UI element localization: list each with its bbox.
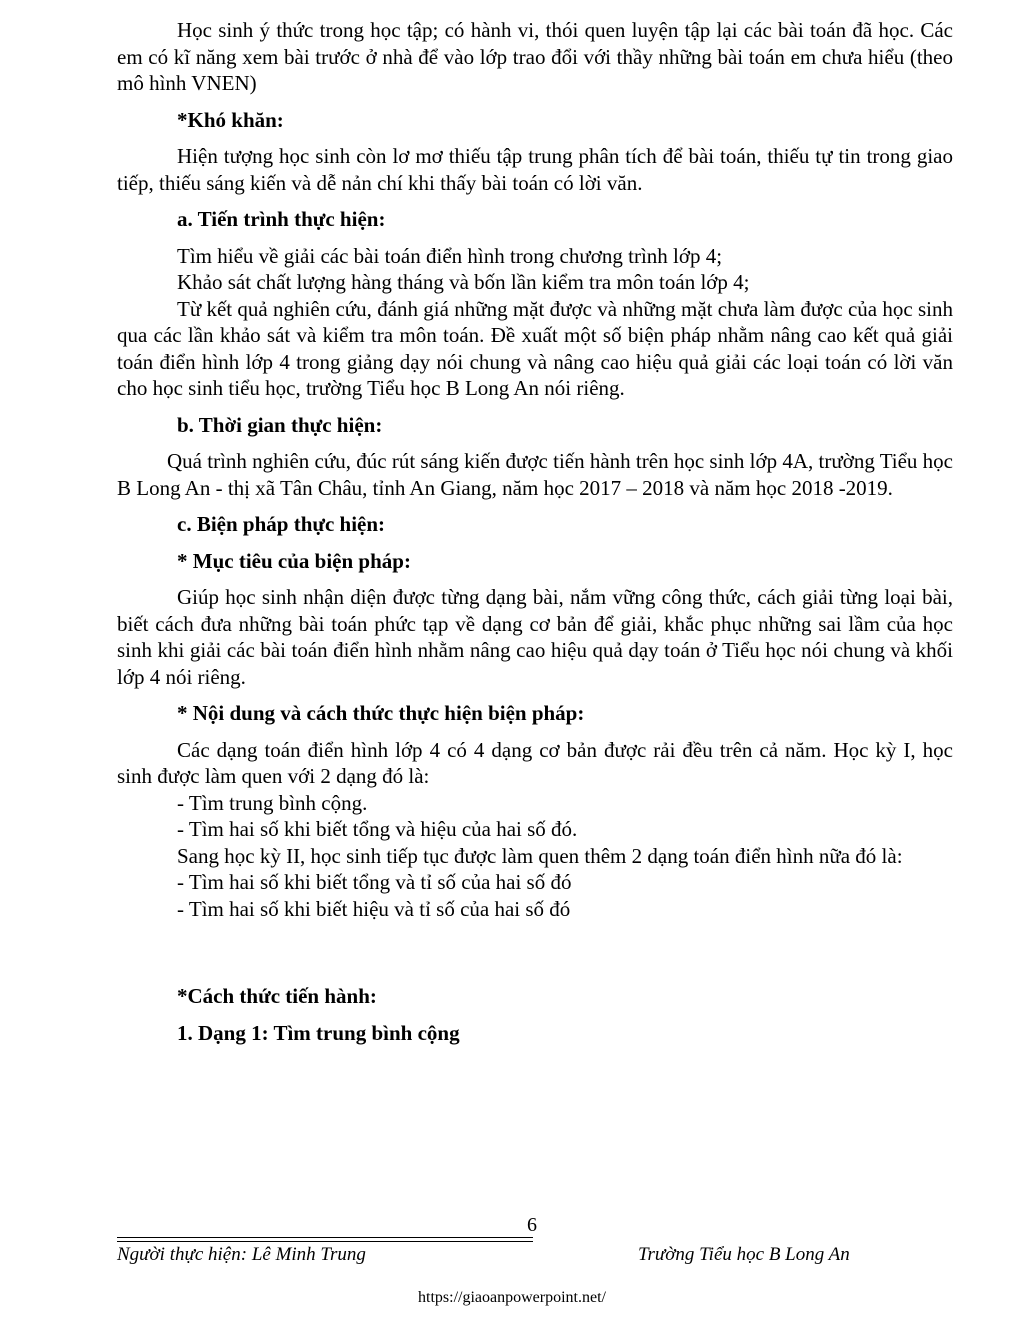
paragraph-kho-khan: Hiện tượng học sinh còn lơ mơ thiếu tập trung phân tích để bài toán, thiếu tự tin trong giao tiếp, thiếu sáng kiến và dễ nản chí khi thấy bài toán có lời văn. [117,144,953,195]
tien-trinh-line-1: Tìm hiểu về giải các bài toán điển hình trong chương trình lớp 4; [177,243,723,268]
heading-thoi-gian: b. Thời gian thực hiện: [177,412,383,437]
footer-author: Người thực hiện: Lê Minh Trung [117,1244,366,1265]
list-item-trung-binh-cong: - Tìm trung bình cộng. [177,790,368,815]
footer-school: Trường Tiểu học B Long An [638,1244,850,1265]
heading-muc-tieu: * Mục tiêu của biện pháp: [177,548,411,573]
list-item-tong-ti-so: - Tìm hai số khi biết tổng và tỉ số của hai số đó [177,870,572,894]
document-body [117,0,953,1046]
source-url[interactable]: https://giaoanpowerpoint.net/ [418,1289,606,1306]
list-item-hieu-ti-so: - Tìm hai số khi biết hiệu và tỉ số của hai số đó [177,896,571,921]
footer-divider-secondary [117,1241,533,1242]
list-item-tong-hieu: - Tìm hai số khi biết tổng và hiệu của hai số đó. [177,817,578,841]
paragraph-thoi-gian: Quá trình nghiên cứu, đúc rút sáng kiến được tiến hành trên học sinh lớp 4A, trường Tiểu học B Long An - thị xã Tân Châu, tỉnh An Giang, năm học 2017 – 2018 và năm học 2018 -2019. [117,449,954,500]
heading-noi-dung: * Nội dung và cách thức thực hiện biện pháp: [177,701,585,725]
paragraph-noi-dung-2: Sang học kỳ II, học sinh tiếp tục được làm quen thêm 2 dạng toán điển hình nữa đó là: [177,843,903,868]
heading-tien-trinh: a. Tiến trình thực hiện: [177,207,386,231]
heading-dang-1: 1. Dạng 1: Tìm trung bình cộng [177,1020,460,1045]
tien-trinh-line-2: Khảo sát chất lượng hàng tháng và bốn lần kiểm tra môn toán lớp 4; [177,270,750,294]
paragraph-intro: Học sinh ý thức trong học tập; có hành vi, thói quen luyện tập lại các bài toán đã học. Các em có kĩ năng xem bài trước ở nhà để vào lớp trao đổi với thầy những bài toán em chưa hiểu (theo mô hình VNEN) [117,18,953,95]
heading-bien-phap: c. Biện pháp thực hiện: [177,512,386,536]
page-number: 6 [527,1214,537,1236]
paragraph-muc-tieu: Giúp học sinh nhận diện được từng dạng bài, nắm vững công thức, cách giải từng loại bài, biết cách đưa những bài toán phức tạp về dạng cơ bản để giải, khắc phục những sai lầm của học sinh khi giải các bài toán điển hình nhằm nâng cao hiệu quả dạy toán ở Tiểu học nói chung và khối lớp 4 nói riêng. [117,585,953,689]
footer-divider [117,1237,533,1238]
heading-cach-thuc: *Cách thức tiến hành: [177,984,377,1008]
tien-trinh-line-3: Từ kết quả nghiên cứu, đánh giá những mặt được và những mặt chưa làm được của học sinh qua các lần khảo sát và kiểm tra môn toán. Đề xuất một số biện pháp nhằm nâng cao kết quả giải toán điển hình lớp 4 trong giảng dạy nói chung và nâng cao hiệu quả giải các loại toán có lời văn cho học sinh tiểu học, trường Tiểu học B Long An nói riêng. [117,296,953,400]
heading-kho-khan: *Khó khăn: [177,107,284,132]
paragraph-noi-dung-1: Các dạng toán điển hình lớp 4 có 4 dạng cơ bản được rải đều trên cả năm. Học kỳ I, học sinh được làm quen với 2 dạng đó là: [117,737,953,788]
